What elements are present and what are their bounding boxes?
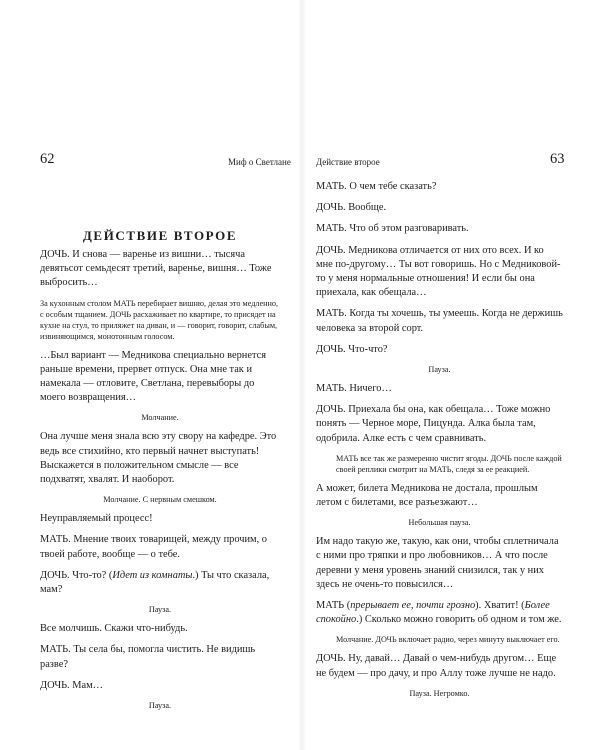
section-title: ДЕЙСТВИЕ ВТОРОЕ <box>82 228 238 243</box>
stage-direction: Молчание. ДОЧЬ включает радио, через минуту выключает его. <box>336 635 560 645</box>
stage-direction-inline: прерывает ее, почти грозно <box>350 600 476 612</box>
running-head: Действие второе <box>316 157 380 167</box>
dialogue-line <box>40 679 280 693</box>
speaker-name: МАТЬ. <box>316 308 347 320</box>
line-text: Мам… <box>69 679 104 691</box>
line-text: Все молчишь. Скажи что-нибудь. <box>40 623 188 635</box>
stage-direction: Небольшая пауза. <box>408 518 471 528</box>
line-text: Когда ты хочешь, ты умеешь. Когда не держишь человека за второй сорт. <box>316 308 563 334</box>
speaker-name: МАТЬ <box>316 600 345 612</box>
running-head: Миф о Светлане <box>228 157 291 167</box>
line-text: ( <box>344 600 351 612</box>
stage-direction: Пауза. <box>148 605 172 615</box>
dialogue-line <box>40 622 280 636</box>
line-text: Медникова отличается от них ото всех. И ко мне по-другому… Ты вот говоришь. Но с Медниковой-то у меня нормальные отношения! И если бы она приехала, как обещала… <box>316 244 561 299</box>
text-blocks <box>316 180 563 699</box>
dialogue-line <box>316 180 563 194</box>
dialogue-line <box>40 512 280 526</box>
line-text: Приехала бы она, как обещала… Тоже можно понять — Черное море, Пицунда. Алка была там, одобрила. Алке есть с чем сравнивать. <box>316 404 551 444</box>
dialogue-line <box>316 599 563 627</box>
speaker-name: МАТЬ. <box>316 223 347 235</box>
dialogue-line <box>40 569 280 597</box>
dialogue-line <box>316 535 563 592</box>
right-page <box>302 0 600 750</box>
dialogue-line <box>316 652 563 680</box>
page-number: 63 <box>550 151 565 167</box>
stage-direction: Пауза. Негромко. <box>409 688 470 698</box>
line-text: …Был вариант — Медникова специально вернется раньше времени, прервет отпуск. Она мне так и намекала — отловите, Светлана, перевыборы до моего возвращения… <box>40 349 267 404</box>
dialogue-line <box>316 343 563 357</box>
dialogue-line <box>316 222 563 236</box>
line-text: .) Ты что сказала, мам? <box>40 569 270 596</box>
speaker-name: ДОЧЬ. <box>40 569 70 581</box>
stage-direction: Пауза. <box>148 701 172 711</box>
line-text: Вообще. <box>345 202 387 214</box>
line-text: Ну, давай… Давай о чем-нибудь другом… Еще не будем — про дачу, и про Аллу тоже лучше не надо. <box>316 653 557 679</box>
line-text: Ничего… <box>346 383 392 395</box>
line-text: А может, билета Медникова не достала, прошлым летом с билетами, все разъезжают… <box>316 482 538 509</box>
line-text: Ты села бы, помогла чистить. Не видишь разве? <box>40 644 256 670</box>
dialogue-line <box>316 201 563 215</box>
page-body <box>316 180 563 706</box>
stage-direction: Молчание. С нервным смешком. <box>103 495 217 505</box>
line-text: Что об этом разговаривать. <box>346 223 469 235</box>
line-text: Неуправляемый процесс! <box>40 513 153 525</box>
dialogue-line <box>40 430 280 487</box>
line-text: ). Хватит! ( <box>475 600 525 612</box>
line-text: И снова — варенье из вишни… тысяча девятьсот семьдесят третий, варенье, вишня… Тоже выбросить… <box>40 249 272 289</box>
speaker-name: ДОЧЬ. <box>40 249 70 260</box>
line-text: О чем тебе сказать? <box>346 181 437 192</box>
stage-direction-inline: Идет из комнаты <box>112 569 193 581</box>
line-text: Что-то? ( <box>69 569 113 581</box>
dialogue-line <box>40 349 280 406</box>
speaker-name: ДОЧЬ. <box>316 244 346 256</box>
page-body <box>40 228 280 718</box>
line-text: Им надо такую же, такую, как они, чтобы сплетничала с ними про тряпки и про любовников… А что после деревни у меня уровень знаний снизился, так у них здесь не очень-то повысился… <box>316 536 559 590</box>
speaker-name: МАТЬ. <box>316 383 347 395</box>
text-blocks <box>40 248 280 711</box>
speaker-name: ДОЧЬ. <box>316 202 346 214</box>
speaker-name: МАТЬ. <box>316 181 347 192</box>
speaker-name: ДОЧЬ. <box>40 679 70 691</box>
dialogue-line <box>316 482 563 510</box>
speaker-name: ДОЧЬ. <box>316 653 346 665</box>
speaker-name: МАТЬ. <box>40 534 71 546</box>
line-text: .) Сколько можно говорить об одном и том же. <box>356 614 562 626</box>
stage-direction: Пауза. <box>428 365 451 375</box>
speaker-name: МАТЬ. <box>40 644 71 656</box>
line-text: Она лучше меня знала всю эту свору на кафедре. Это ведь все стихийно, кто первый начнет выступать! Выскажется в положительном смысле — все подхватят, хвалят. И наоборот. <box>40 431 277 486</box>
speaker-name: ДОЧЬ. <box>316 343 346 355</box>
dialogue-line <box>316 307 563 335</box>
dialogue-line <box>316 382 563 396</box>
dialogue-line <box>316 244 563 301</box>
dialogue-line <box>40 643 280 671</box>
line-text: Мнение твоих товарищей, между прочим, о твоей работе, вообще — о тебе. <box>40 534 267 560</box>
stage-direction: Молчание. <box>141 413 179 423</box>
dialogue-line <box>40 533 280 561</box>
line-text: Что-что? <box>345 343 388 355</box>
stage-direction: За кухонным столом МАТЬ перебирает вишню, делая это медленно, с особым тщанием. ДОЧЬ расхаживает по квартире, то присядет на кухне на стул, то приляжет на диван, и — говорит, говорит, слабым, извиняющимся, монотонным голосом. <box>40 298 279 341</box>
page-number: 62 <box>40 151 55 167</box>
speaker-name: ДОЧЬ. <box>316 404 346 416</box>
stage-direction: МАТЬ все так же размеренно чистит ягоды. ДОЧЬ после каждой своей реплики смотрит на МАТЬ, следя за ее реакцией. <box>336 453 562 474</box>
dialogue-line <box>40 248 280 291</box>
stage-direction-inline: Более спокойно <box>316 600 550 626</box>
dialogue-line <box>316 403 563 446</box>
